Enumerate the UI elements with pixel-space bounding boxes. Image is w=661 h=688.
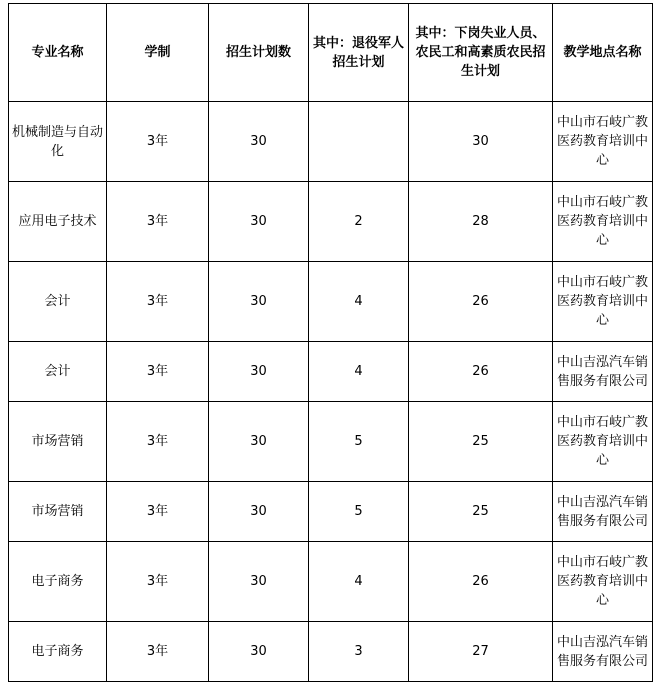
table-row	[9, 542, 653, 622]
cell-location: 中山市石岐广教医药教育培训中心	[553, 542, 653, 622]
cell-veterans: 4	[309, 262, 409, 342]
cell-major: 机械制造与自动化	[9, 102, 107, 182]
table-row	[9, 102, 653, 182]
cell-plan: 30	[209, 482, 309, 542]
cell-others: 28	[409, 182, 553, 262]
header-others: 其中：下岗失业人员、农民工和高素质农民招生计划	[409, 4, 553, 102]
cell-plan: 30	[209, 402, 309, 482]
cell-others: 30	[409, 102, 553, 182]
cell-plan: 30	[209, 262, 309, 342]
cell-duration: 3年	[107, 182, 209, 262]
cell-duration: 3年	[107, 622, 209, 682]
cell-others: 27	[409, 622, 553, 682]
header-duration: 学制	[107, 4, 209, 102]
cell-major: 市场营销	[9, 482, 107, 542]
cell-veterans: 3	[309, 622, 409, 682]
header-location: 教学地点名称	[553, 4, 653, 102]
cell-plan: 30	[209, 182, 309, 262]
header-row	[9, 4, 653, 102]
header-plan: 招生计划数	[209, 4, 309, 102]
cell-location: 中山市石岐广教医药教育培训中心	[553, 402, 653, 482]
cell-major: 电子商务	[9, 542, 107, 622]
cell-plan: 30	[209, 622, 309, 682]
cell-major: 会计	[9, 262, 107, 342]
cell-others: 26	[409, 542, 553, 622]
cell-location: 中山吉泓汽车销售服务有限公司	[553, 342, 653, 402]
cell-veterans: 4	[309, 342, 409, 402]
table-row	[9, 482, 653, 542]
cell-plan: 30	[209, 542, 309, 622]
cell-others: 26	[409, 262, 553, 342]
table-row	[9, 182, 653, 262]
cell-veterans: 4	[309, 542, 409, 622]
enrollment-plan-table	[8, 3, 653, 682]
cell-others: 25	[409, 482, 553, 542]
cell-duration: 3年	[107, 262, 209, 342]
cell-major: 市场营销	[9, 402, 107, 482]
table-row	[9, 262, 653, 342]
cell-veterans: 5	[309, 482, 409, 542]
cell-veterans: 2	[309, 182, 409, 262]
cell-location: 中山吉泓汽车销售服务有限公司	[553, 482, 653, 542]
cell-location: 中山市石岐广教医药教育培训中心	[553, 262, 653, 342]
cell-duration: 3年	[107, 482, 209, 542]
cell-others: 26	[409, 342, 553, 402]
cell-location: 中山市石岐广教医药教育培训中心	[553, 182, 653, 262]
cell-duration: 3年	[107, 342, 209, 402]
cell-location: 中山市石岐广教医药教育培训中心	[553, 102, 653, 182]
table-row	[9, 402, 653, 482]
cell-others: 25	[409, 402, 553, 482]
cell-major: 会计	[9, 342, 107, 402]
header-veterans: 其中：退役军人招生计划	[309, 4, 409, 102]
cell-major: 电子商务	[9, 622, 107, 682]
cell-plan: 30	[209, 342, 309, 402]
cell-duration: 3年	[107, 542, 209, 622]
table-row	[9, 622, 653, 682]
table-row	[9, 342, 653, 402]
cell-plan: 30	[209, 102, 309, 182]
header-major: 专业名称	[9, 4, 107, 102]
cell-duration: 3年	[107, 402, 209, 482]
cell-veterans	[309, 102, 409, 182]
cell-location: 中山吉泓汽车销售服务有限公司	[553, 622, 653, 682]
cell-major: 应用电子技术	[9, 182, 107, 262]
cell-veterans: 5	[309, 402, 409, 482]
cell-duration: 3年	[107, 102, 209, 182]
